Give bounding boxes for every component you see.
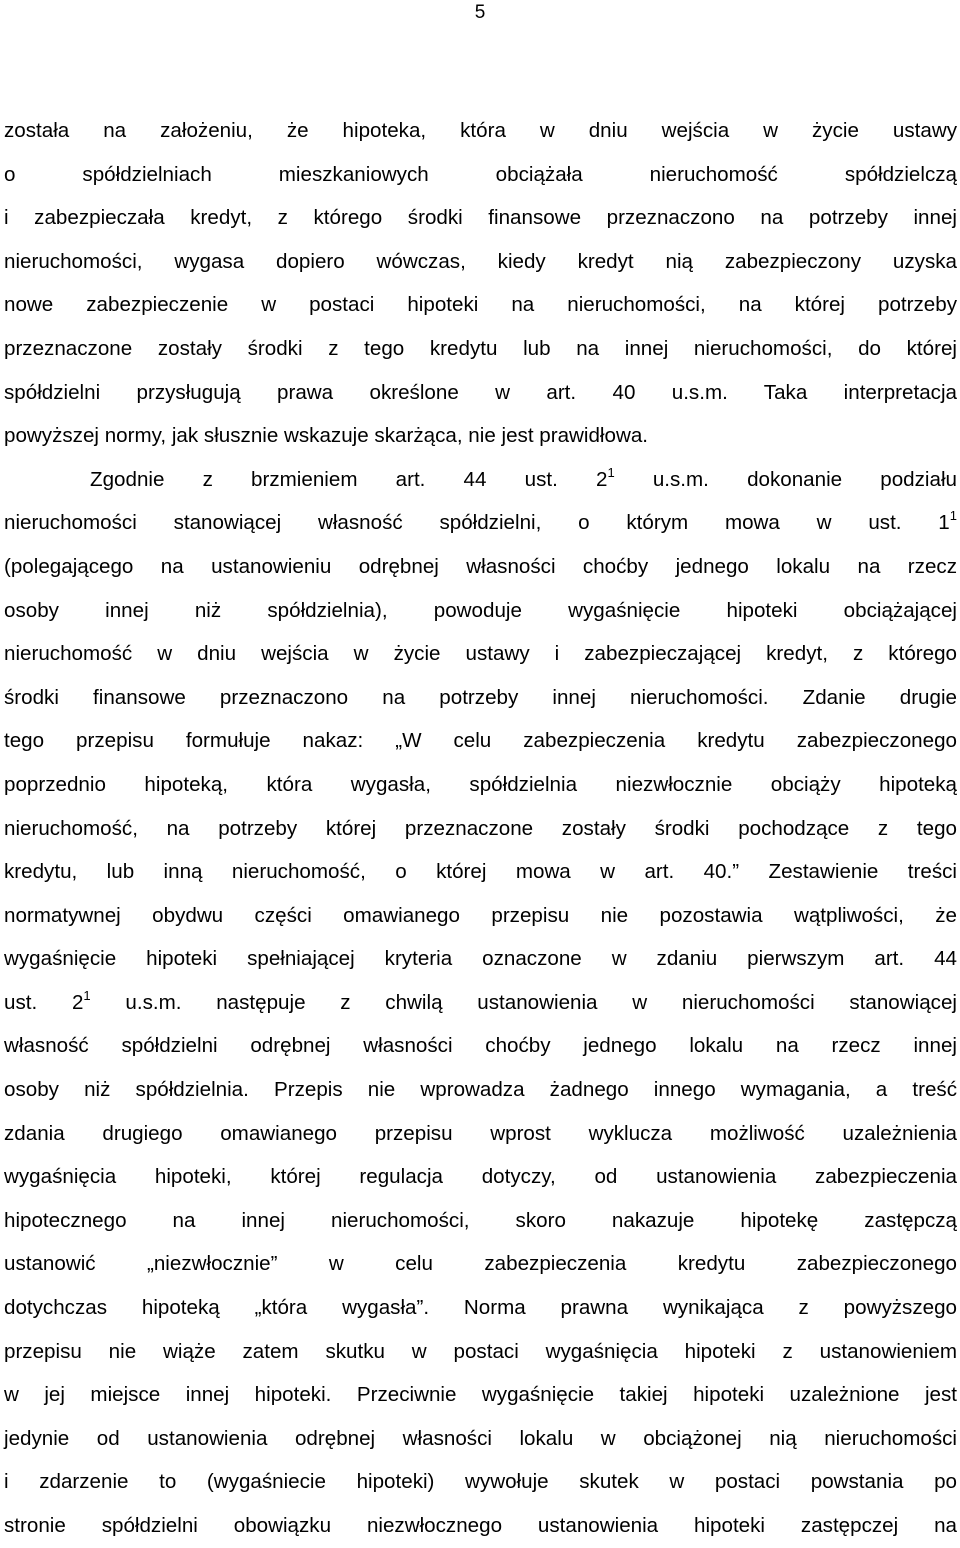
text-line: poprzednio hipoteką, która wygasła, spółdzielnia niezwłocznie obciąży hipoteką <box>4 772 957 796</box>
text-line: wygaśnięcie hipoteki spełniającej kryteria oznaczone w zdaniu pierwszym art. 44 <box>4 947 957 971</box>
text-line: własność spółdzielni odrębnej własności choćby jednego lokalu na rzecz innej <box>4 1034 957 1058</box>
text-line: hipotecznego na innej nieruchomości, skoro nakazuje hipotekę zastępczą <box>4 1208 957 1232</box>
paragraph-start-line <box>4 458 957 502</box>
text-line: nieruchomość, na potrzeby której przeznaczone zostały środki pochodzące z tego <box>4 816 957 840</box>
page-number: 5 <box>474 2 486 23</box>
text-line: nieruchomość w dniu wejścia w życie ustawy i zabezpieczającej kredyt, z którego <box>4 642 957 666</box>
superscript: 1 <box>607 464 615 480</box>
superscript: 1 <box>949 508 957 524</box>
superscript: 1 <box>83 987 91 1003</box>
paragraph-end-line: powyższej normy, jak słusznie wskazuje skarżąca, nie jest prawidłowa. <box>4 424 648 448</box>
text-line: przepisu nie wiąże zatem skutku w postaci wygaśnięcia hipoteki z ustanowieniem <box>4 1339 957 1363</box>
text-line: wygaśnięcia hipoteki, której regulacja dotyczy, od ustanowienia zabezpieczenia <box>4 1165 957 1189</box>
line-text: ust. 2 <box>4 990 84 1014</box>
text-line: jedynie od ustanowienia odrębnej własności lokalu w obciążonej nią nieruchomości <box>4 1426 957 1450</box>
line-text: u.s.m. dokonanie podziału <box>614 467 957 491</box>
line-text: nieruchomości stanowiącej własność spółdzielni, o którym mowa w ust. 1 <box>4 511 950 535</box>
text-line: w jej miejsce innej hipoteki. Przeciwnie wygaśnięcie takiej hipoteki uzależnione jest <box>4 1383 957 1407</box>
text-line: i zdarzenie to (wygaśniecie hipoteki) wywołuje skutek w postaci powstania po <box>4 1470 957 1494</box>
text-line: (polegającego na ustanowieniu odrębnej własności choćby jednego lokalu na rzecz <box>4 554 957 578</box>
text-line: spółdzielni przysługują prawa określone w art. 40 u.s.m. Taka interpretacja <box>4 380 957 404</box>
text-line <box>4 981 957 1025</box>
text-line: normatywnej obydwu części omawianego przepisu nie pozostawia wątpliwości, że <box>4 903 957 927</box>
text-line: przeznaczone zostały środki z tego kredytu lub na innej nieruchomości, do której <box>4 336 957 360</box>
text-line: środki finansowe przeznaczono na potrzeby innej nieruchomości. Zdanie drugie <box>4 685 957 709</box>
document-body <box>4 109 957 1548</box>
text-line: nieruchomości, wygasa dopiero wówczas, kiedy kredyt nią zabezpieczony uzyska <box>4 249 957 273</box>
text-line <box>4 501 957 545</box>
text-line: ustanowić „niezwłocznie” w celu zabezpieczenia kredytu zabezpieczonego <box>4 1252 957 1276</box>
text-line: stronie spółdzielni obowiązku niezwłocznego ustanowienia hipoteki zastępczej na <box>4 1514 957 1537</box>
text-line: zdania drugiego omawianego przepisu wprost wyklucza możliwość uzależnienia <box>4 1121 957 1145</box>
line-text: Zgodnie z brzmieniem art. 44 ust. 2 <box>90 467 608 491</box>
text-line: o spółdzielniach mieszkaniowych obciążała nieruchomość spółdzielczą <box>4 162 957 186</box>
text-line: kredytu, lub inną nieruchomość, o której mowa w art. 40.” Zestawienie treści <box>4 860 957 884</box>
text-line: osoby niż spółdzielnia. Przepis nie wprowadza żadnego innego wymagania, a treść <box>4 1078 957 1102</box>
line-text: u.s.m. następuje z chwilą ustanowienia w nieruchomości stanowiącej <box>90 990 957 1014</box>
text-line: osoby innej niż spółdzielnia), powoduje wygaśnięcie hipoteki obciążającej <box>4 598 957 622</box>
text-line: i zabezpieczała kredyt, z którego środki finansowe przeznaczono na potrzeby innej <box>4 206 957 230</box>
text-line: tego przepisu formułuje nakaz: „W celu zabezpieczenia kredytu zabezpieczonego <box>4 729 957 753</box>
text-line: dotychczas hipoteką „która wygasła”. Norma prawna wynikająca z powyższego <box>4 1296 957 1320</box>
text-line: nowe zabezpieczenie w postaci hipoteki na nieruchomości, na której potrzeby <box>4 293 957 317</box>
text-line: została na założeniu, że hipoteka, która w dniu wejścia w życie ustawy <box>4 119 957 142</box>
